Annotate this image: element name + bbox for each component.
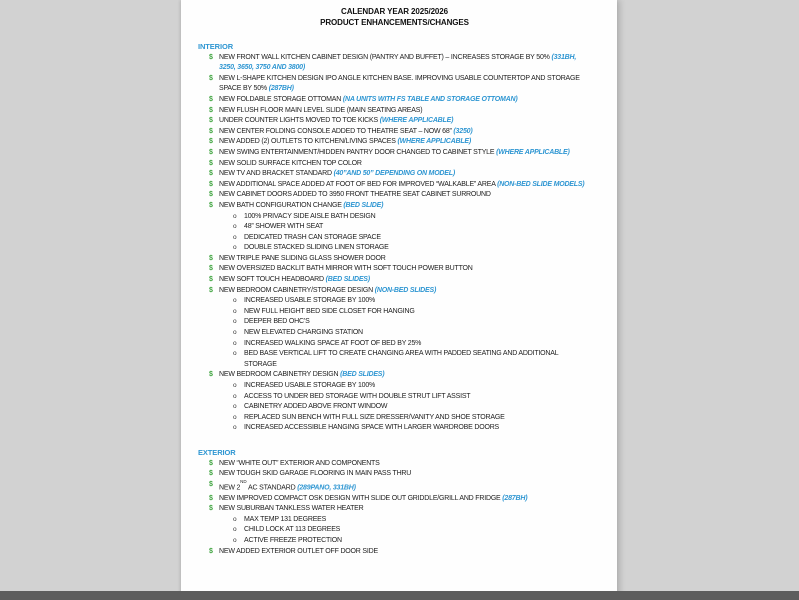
list-item-text: NEW ADDITIONAL SPACE ADDED AT FOOT OF BED FOR IMPROVED “WALKABLE” AREA (NON-BED SLIDE MODELS) xyxy=(219,180,585,188)
dollar-bullet-icon: $ xyxy=(209,159,213,167)
list-item xyxy=(198,180,591,191)
list-item xyxy=(198,106,591,117)
sub-list-item xyxy=(198,328,591,339)
model-note: (287BH) xyxy=(502,494,528,502)
list-item xyxy=(198,254,591,265)
dollar-bullet-icon: $ xyxy=(209,180,213,188)
ordinal-superscript: ND xyxy=(240,479,247,485)
list-item xyxy=(198,116,591,127)
list-item xyxy=(198,137,591,148)
model-note: (BED SLIDES) xyxy=(325,276,370,284)
circle-bullet-icon: o xyxy=(233,244,237,252)
section-heading-interior: INTERIOR xyxy=(198,42,234,51)
section-heading-exterior: EXTERIOR xyxy=(198,447,236,457)
circle-bullet-icon: o xyxy=(233,297,237,305)
dollar-bullet-icon: $ xyxy=(209,127,213,135)
sub-list-item xyxy=(198,222,591,233)
list-item xyxy=(198,201,591,212)
sub-list-item xyxy=(198,402,591,413)
model-note: (BED SLIDES) xyxy=(340,371,385,379)
sub-list-item xyxy=(198,212,591,223)
circle-bullet-icon: o xyxy=(233,339,237,347)
circle-bullet-icon: o xyxy=(233,318,237,326)
list-item-text: NEW “WHITE OUT” EXTERIOR AND COMPONENTS xyxy=(219,459,380,467)
circle-bullet-icon: o xyxy=(233,413,237,421)
sub-list-item-text: ACTIVE FREEZE PROTECTION xyxy=(244,537,342,545)
list-item-text: NEW CENTER FOLDING CONSOLE ADDED TO THEATRE SEAT – NOW 68” (3250) xyxy=(219,127,473,135)
document-title-line1: CALENDAR YEAR 2025/2026 xyxy=(341,7,448,16)
list-item-text: NEW TOUGH SKID GARAGE FLOORING IN MAIN PASS THRU xyxy=(219,470,412,478)
list-item-text: NEW TV AND BRACKET STANDARD (40”AND 50” DEPENDING ON MODEL) xyxy=(219,170,455,178)
list-item-text: NEW FRONT WALL KITCHEN CABINET DESIGN (PANTRY AND BUFFET) – INCREASES STORAGE BY 50% (331BH, 3250, 3650, 3750 AND 3800) xyxy=(219,53,577,72)
list-item-text: NEW FOLDABLE STORAGE OTTOMAN (NA UNITS WITH FS TABLE AND STORAGE OTTOMAN) xyxy=(219,95,518,103)
list-item-text: NEW ADDED (2) OUTLETS TO KITCHEN/LIVING SPACES (WHERE APPLICABLE) xyxy=(219,138,472,146)
list-item-text: NEW BATH CONFIGURATION CHANGE (BED SLIDE) xyxy=(219,201,384,209)
list-item xyxy=(198,159,591,170)
circle-bullet-icon: o xyxy=(233,350,237,358)
document-page xyxy=(181,0,617,600)
list-item xyxy=(198,148,591,159)
sections-container xyxy=(198,42,591,557)
sub-list-item xyxy=(198,413,591,424)
circle-bullet-icon: o xyxy=(233,223,237,231)
sub-list-item xyxy=(198,381,591,392)
circle-bullet-icon: o xyxy=(233,233,237,241)
circle-bullet-icon: o xyxy=(233,526,237,534)
dollar-bullet-icon: $ xyxy=(209,547,213,555)
dollar-bullet-icon: $ xyxy=(209,95,213,103)
dollar-bullet-icon: $ xyxy=(209,470,213,478)
dollar-bullet-icon: $ xyxy=(209,371,213,379)
model-note: (NON-BED SLIDES) xyxy=(374,286,437,294)
circle-bullet-icon: o xyxy=(233,403,237,411)
list-item xyxy=(198,547,591,558)
sub-list-item-text: INCREASED USABLE STORAGE BY 100% xyxy=(244,382,376,389)
circle-bullet-icon: o xyxy=(233,212,237,220)
sub-list-item-text: 48” SHOWER WITH SEAT xyxy=(244,223,324,231)
sub-list-item xyxy=(198,317,591,328)
list-item xyxy=(198,169,591,180)
list-item-text: NEW BEDROOM CABINETRY/STORAGE DESIGN (NON-BED SLIDES) xyxy=(219,286,437,294)
list-item-text: NEW CABINET DOORS ADDED TO 3950 FRONT THEATRE SEAT CABINET SURROUND xyxy=(219,191,491,199)
dollar-bullet-icon: $ xyxy=(209,74,213,82)
list-item xyxy=(198,480,591,494)
circle-bullet-icon: o xyxy=(233,329,237,337)
model-note: (WHERE APPLICABLE) xyxy=(496,148,570,156)
dollar-bullet-icon: $ xyxy=(209,459,213,467)
dollar-bullet-icon: $ xyxy=(209,494,213,502)
sub-list-item xyxy=(198,339,591,350)
list-item-text: NEW ADDED EXTERIOR OUTLET OFF DOOR SIDE xyxy=(219,547,378,555)
list-item-text: NEW FLUSH FLOOR MAIN LEVEL SLIDE (MAIN SEATING AREAS) xyxy=(219,106,423,114)
list-item xyxy=(198,53,591,74)
list-item-text: NEW TRIPLE PANE SLIDING GLASS SHOWER DOOR xyxy=(219,254,386,262)
sub-list-item-text: NEW FULL HEIGHT BED SIDE CLOSET FOR HANGING xyxy=(244,307,415,315)
list-item-text: NEW IMPROVED COMPACT OSK DESIGN WITH SLIDE OUT GRIDDLE/GRILL AND FRIDGE (287BH) xyxy=(219,494,528,502)
list-item xyxy=(198,494,591,505)
circle-bullet-icon: o xyxy=(233,537,237,545)
sub-list-item xyxy=(198,233,591,244)
sub-list-item xyxy=(198,307,591,318)
sub-list-item-text: CHILD LOCK AT 113 DEGREES xyxy=(244,526,341,534)
dollar-bullet-icon: $ xyxy=(209,148,213,156)
dollar-bullet-icon: $ xyxy=(209,138,213,146)
sub-list-item-text: INCREASED WALKING SPACE AT FOOT OF BED BY 25% xyxy=(244,339,422,347)
sub-list-item-text: INCREASED ACCESSIBLE HANGING SPACE WITH LARGER WARDROBE DOORS xyxy=(244,424,500,432)
model-note: (3250) xyxy=(453,127,473,135)
dollar-bullet-icon: $ xyxy=(209,286,213,294)
list-item-text: NEW BEDROOM CABINETRY DESIGN (BED SLIDES) xyxy=(219,371,385,379)
model-note: (BED SLIDE) xyxy=(343,201,384,209)
list-item xyxy=(198,190,591,201)
dollar-bullet-icon: $ xyxy=(209,53,213,61)
list-item-text: NEW 2ND AC STANDARD (289PANO, 331BH) xyxy=(219,479,356,492)
sub-list-item-text: ACCESS TO UNDER BED STORAGE WITH DOUBLE STRUT LIFT ASSIST xyxy=(244,392,471,400)
sub-list-item-text: INCREASED USABLE STORAGE BY 100% xyxy=(244,297,376,305)
list-item xyxy=(198,459,591,470)
list-item xyxy=(198,264,591,275)
list-item xyxy=(198,286,591,297)
model-note: (WHERE APPLICABLE) xyxy=(379,117,454,125)
dollar-bullet-icon: $ xyxy=(209,480,213,488)
list-item-text: NEW SOFT TOUCH HEADBOARD (BED SLIDES) xyxy=(219,276,370,284)
sub-list-item-text: BED BASE VERTICAL LIFT TO CREATE CHANGING AREA WITH PADDED SEATING AND ADDITIONAL STORAGE xyxy=(244,350,559,368)
sub-list-item xyxy=(198,392,591,403)
model-note: (NA UNITS WITH FS TABLE AND STORAGE OTTOMAN) xyxy=(342,95,518,103)
sub-list-item xyxy=(198,349,591,370)
dollar-bullet-icon: $ xyxy=(209,254,213,262)
circle-bullet-icon: o xyxy=(233,307,237,315)
sub-list-item xyxy=(198,243,591,254)
list-item xyxy=(198,469,591,480)
sub-list-item-text: DOUBLE STACKED SLIDING LINEN STORAGE xyxy=(244,244,389,252)
circle-bullet-icon: o xyxy=(233,424,237,432)
list-item xyxy=(198,74,591,95)
dollar-bullet-icon: $ xyxy=(209,170,213,178)
section-exterior xyxy=(198,448,591,557)
list-item-text: NEW OVERSIZED BACKLIT BATH MIRROR WITH SOFT TOUCH POWER BUTTON xyxy=(219,265,473,273)
dollar-bullet-icon: $ xyxy=(209,117,213,125)
document-body xyxy=(181,0,617,557)
sub-list-item-text: NEW ELEVATED CHARGING STATION xyxy=(244,329,363,337)
bottom-edge-bar xyxy=(0,591,799,600)
list-item-text: NEW SUBURBAN TANKLESS WATER HEATER xyxy=(219,505,364,513)
dollar-bullet-icon: $ xyxy=(209,276,213,284)
sub-list-item xyxy=(198,525,591,536)
sub-list-item xyxy=(198,515,591,526)
dollar-bullet-icon: $ xyxy=(209,201,213,209)
list-item-text: UNDER COUNTER LIGHTS MOVED TO TOE KICKS (WHERE APPLICABLE) xyxy=(219,117,454,125)
dollar-bullet-icon: $ xyxy=(209,106,213,114)
circle-bullet-icon: o xyxy=(233,515,237,523)
sub-list-item-text: REPLACED SUN BENCH WITH FULL SIZE DRESSER/VANITY AND SHOE STORAGE xyxy=(244,413,505,421)
list-item-text: NEW SOLID SURFACE KITCHEN TOP COLOR xyxy=(219,159,362,167)
model-note: (NON-BED SLIDE MODELS) xyxy=(497,180,585,188)
sub-list-item-text: MAX TEMP 131 DEGREES xyxy=(244,515,327,523)
dollar-bullet-icon: $ xyxy=(209,505,213,513)
sub-list-item xyxy=(198,536,591,547)
list-item xyxy=(198,127,591,138)
sub-list-item-text: DEEPER BED OHC’S xyxy=(244,318,310,326)
circle-bullet-icon: o xyxy=(233,382,237,389)
sub-list-item-text: 100% PRIVACY SIDE AISLE BATH DESIGN xyxy=(244,212,376,220)
list-item xyxy=(198,504,591,515)
list-item xyxy=(198,370,591,381)
sub-list-item xyxy=(198,296,591,307)
sub-list-item-text: CABINETRY ADDED ABOVE FRONT WINDOW xyxy=(244,403,388,411)
model-note: (287BH) xyxy=(268,85,294,93)
model-note: (331BH, 3250, 3650, 3750 AND 3800) xyxy=(219,53,577,72)
list-item-text: NEW L-SHAPE KITCHEN DESIGN IPO ANGLE KITCHEN BASE. IMPROVING USABLE COUNTERTOP AND STORAGE SPACE BY 50% (287BH) xyxy=(219,74,580,93)
dollar-bullet-icon: $ xyxy=(209,191,213,199)
circle-bullet-icon: o xyxy=(233,392,237,400)
dollar-bullet-icon: $ xyxy=(209,265,213,273)
model-note: (289PANO, 331BH) xyxy=(297,484,356,492)
list-item xyxy=(198,275,591,286)
list-item-text: NEW SWING ENTERTAINMENT/HIDDEN PANTRY DOOR CHANGED TO CABINET STYLE (WHERE APPLICABLE) xyxy=(219,148,570,156)
list-item xyxy=(198,95,591,106)
document-title-line2: PRODUCT ENHANCEMENTS/CHANGES xyxy=(320,18,469,27)
sub-list-item xyxy=(198,423,591,434)
section-interior xyxy=(198,42,591,434)
model-note: (40”AND 50” DEPENDING ON MODEL) xyxy=(333,170,455,178)
model-note: (WHERE APPLICABLE) xyxy=(397,138,472,146)
sub-list-item-text: DEDICATED TRASH CAN STORAGE SPACE xyxy=(244,233,381,241)
